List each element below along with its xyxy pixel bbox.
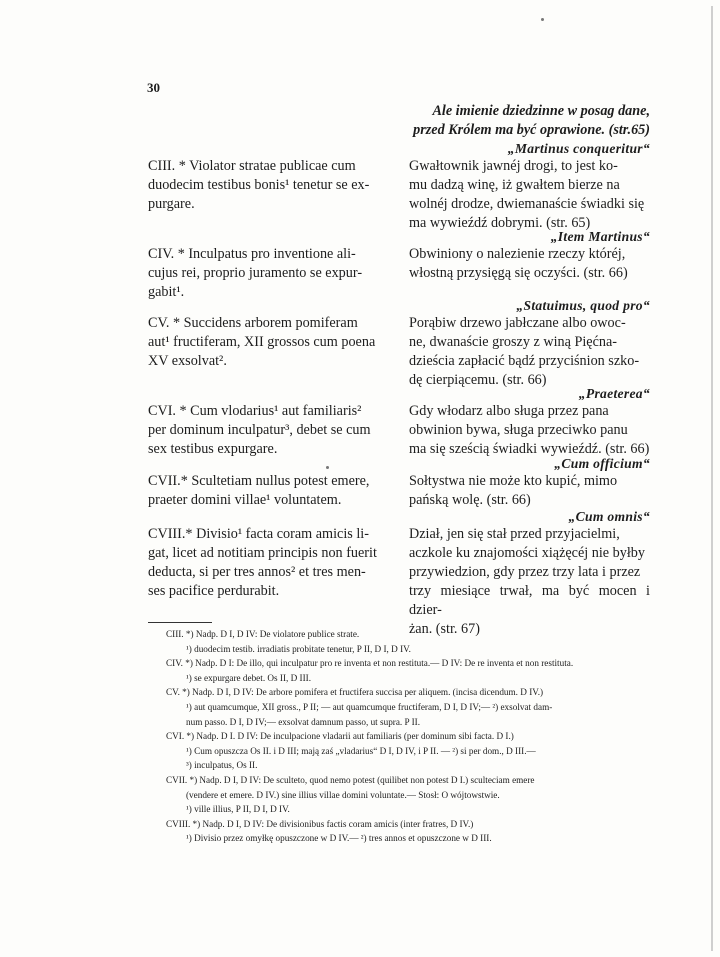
- text-line: dę cierpiącemu. (str. 66): [409, 372, 547, 388]
- text-line: ses pacifice perdurabit.: [148, 583, 280, 599]
- text-line: przywiedzion, gdy przez trzy lata i przez: [409, 564, 641, 580]
- text-line: purgare.: [148, 196, 195, 212]
- page-number: 30: [147, 80, 160, 95]
- text-line: ma się sześcią świadki wywieźdź. (str. 66): [409, 441, 650, 457]
- section-heading: „Item Martinus“: [550, 229, 650, 244]
- footnote-line: CV. *) Nadp. D I, D IV: De arbore pomifera et fructifera succisa per aliquem. (incisa dicendum. D IV.): [166, 687, 544, 698]
- text-line: Porąbiw drzewo jabłczane albo owoc-: [409, 315, 626, 331]
- footnote-line: (vendere et emere. D IV.) sine illius villae domini voluntate.— Stosł: O wójtowstwie.: [186, 789, 500, 800]
- text-line: mu dadzą winę, iż gwałtem bierze na: [409, 177, 620, 193]
- polish-translation: [409, 525, 650, 639]
- text-line: CV. * Succidens arborem pomiferam: [148, 315, 358, 331]
- latin-article: [148, 402, 394, 459]
- polish-translation: [409, 402, 650, 459]
- text-line: Gdy włodarz albo sługa przez pana: [409, 403, 609, 419]
- text-line: aut¹ fructiferam, XII grossos cum poena: [148, 334, 376, 350]
- latin-article: [148, 525, 394, 601]
- text-line: żan. (str. 67): [409, 621, 480, 637]
- text-line: ma wywieźdź dobrymi. (str. 65): [409, 215, 591, 231]
- footnote-line: CVIII. *) Nadp. D I, D IV: De divisionibus factis coram amicis (inter fratres, D IV.): [166, 818, 474, 829]
- text-line: Gwałtownik jawnéj drogi, to jest ko-: [409, 158, 618, 174]
- text-line: Ale imienie dziedzinne w posag dane,: [432, 103, 650, 119]
- footnote-line: ¹) Cum opuszcza Os II. i D III; mają zaś „vladarius“ D I, D IV, i P II. — ²) si per dom., D III.—: [186, 745, 536, 756]
- page-edge: [711, 6, 713, 951]
- polish-translation: [409, 472, 650, 510]
- latin-article: [148, 245, 394, 302]
- footnote-line: CVI. *) Nadp. D I. D IV: De inculpacione vladarii aut familiaris (per dominum sibi facta. D I.): [166, 731, 514, 742]
- text-line: gat, licet ad notitiam principis non fuerit: [148, 545, 377, 561]
- text-line: duodecim testibus bonis¹ tenetur se ex-: [148, 177, 370, 193]
- footnote-line: ¹) Divisio przez omyłkę opuszczone w D IV.— ²) tres annos et opuszczone w D III.: [186, 833, 492, 844]
- text-line: obwinion bywa, sługa przeciwko panu: [409, 422, 628, 438]
- text-line: Dział, jen się stał przed przyjacielmi,: [409, 526, 620, 542]
- footnote-line: num passo. D I, D IV;— exsolvat damnum passo, ut supra. P II.: [186, 716, 420, 727]
- polish-translation: [409, 245, 650, 283]
- text-line: trzy miesiące trwał, ma być mocen i dzier-: [409, 583, 650, 618]
- footnote-line: ¹) aut quamcumque, XII gross., P II; — aut quamcumque fructiferam, D I, D IV;— ²) exsolvat dam-: [186, 701, 553, 712]
- text-line: Obwiniony o nalezienie rzeczy któréj,: [409, 246, 626, 262]
- footnote-line: CIII. *) Nadp. D I, D IV: De violatore publice strate.: [166, 629, 360, 639]
- ink-speck: [541, 18, 544, 21]
- text-line: Sołtystwa nie może kto kupić, mimo: [409, 473, 618, 489]
- text-line: pańską wolę. (str. 66): [409, 492, 531, 508]
- text-line: gabit¹.: [148, 284, 185, 300]
- section-heading: „Statuimus, quod pro“: [516, 298, 650, 313]
- latin-article: [148, 314, 394, 371]
- polish-translation: [409, 157, 650, 233]
- latin-article: [148, 472, 394, 510]
- text-line: CVI. * Cum vlodarius¹ aut familiaris²: [148, 403, 362, 419]
- latin-article: [148, 157, 394, 214]
- text-line: ne, dwanaście groszy z winą Pięćna-: [409, 334, 617, 350]
- text-line: cujus rei, proprio juramento se expur-: [148, 265, 363, 281]
- text-line: per dominum inculpatur³, debet se cum: [148, 422, 371, 438]
- section-heading: „Cum officium“: [554, 456, 650, 471]
- text-line: CVIII.* Divisio¹ facta coram amicis li-: [148, 526, 369, 542]
- text-line: CIV. * Inculpatus pro inventione ali-: [148, 246, 356, 262]
- text-line: sex testibus expurgare.: [148, 441, 278, 457]
- polish-translation: [409, 314, 650, 390]
- text-line: CIII. * Violator stratae publicae cum: [148, 158, 356, 174]
- text-line: wolnéj drodze, dwiemanaście świadki się: [409, 196, 645, 212]
- text-line: deducta, si per tres annos² et tres men-: [148, 564, 366, 580]
- section-heading: „Praeterea“: [578, 386, 650, 401]
- text-line: praeter domini villae¹ voluntatem.: [148, 492, 342, 508]
- text-line: dzieścia zapłacić bądź przyciśnion szko-: [409, 353, 640, 369]
- footnote-line: ¹) duodecim testib. irradiatis probitate tenetur, P II, D I, D IV.: [186, 643, 411, 654]
- text-line: włostną przysięgą się oczyści. (str. 66): [409, 265, 628, 281]
- continuation-text: [409, 102, 650, 140]
- footnote-line: ³) inculpatus, Os II.: [186, 760, 258, 771]
- section-heading: „Martinus conqueritur“: [507, 141, 650, 156]
- text-line: CVII.* Scultetiam nullus potest emere,: [148, 473, 370, 489]
- footnote-line: ¹) se expurgare debet. Os II, D III.: [186, 672, 312, 683]
- footnote-line: CVII. *) Nadp. D I, D IV: De sculteto, quod nemo potest (quilibet non potest D I.) sculteciam emere: [166, 774, 535, 785]
- text-line: XV exsolvat².: [148, 353, 227, 369]
- footnote-divider: [148, 622, 212, 623]
- text-line: aczkole ku znajomości xiążęcéj nie byłby: [409, 545, 645, 561]
- text-line: przed Królem ma być oprawione. (str.65): [413, 122, 650, 138]
- footnote-line: ¹) ville illius, P II, D I, D IV.: [186, 804, 290, 815]
- footnotes: [166, 627, 660, 846]
- section-heading: „Cum omnis“: [568, 509, 650, 524]
- footnote-line: CIV. *) Nadp. D I: De illo, qui inculpatur pro re inventa et non restituta.— D IV: De re inventa et non restituta.: [166, 658, 574, 669]
